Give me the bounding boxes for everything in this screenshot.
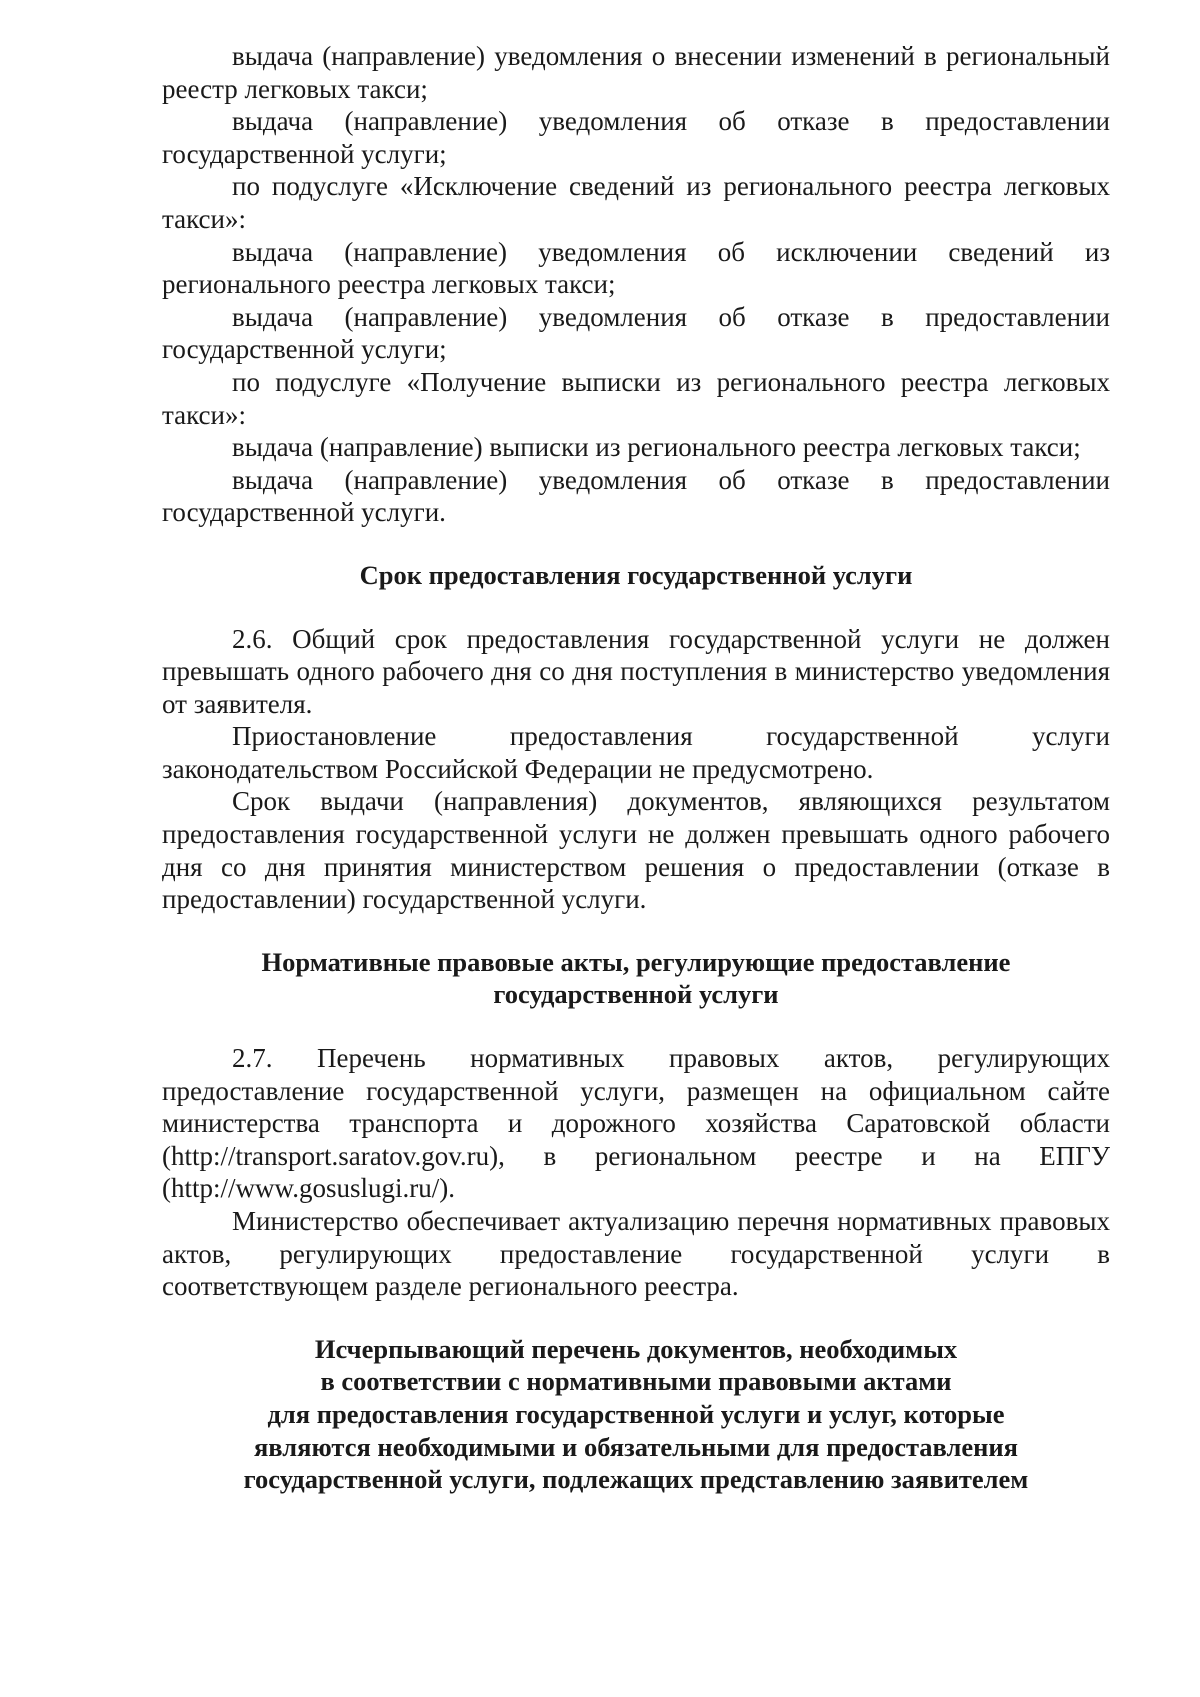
section-heading xyxy=(162,1333,1110,1496)
section-heading-line: государственной услуги, подлежащих представлению заявителем xyxy=(243,1464,1029,1495)
section-heading-line: являются необходимыми и обязательными для предоставления xyxy=(253,1431,1019,1462)
document-body xyxy=(162,40,1110,1496)
paragraph: Приостановление предоставления государственной услуги законодательством Российской Федерации не предусмотрено. xyxy=(162,721,1110,784)
paragraph: Министерство обеспечивает актуализацию перечня нормативных правовых актов, регулирующих предоставление государственной услуги в соответствующем разделе регионального реестра. xyxy=(162,1206,1110,1302)
paragraph: выдача (направление) уведомления об отказе в предоставлении государственной услуги; xyxy=(162,301,1110,365)
section-heading-line: Нормативные правовые акты, регулирующие предоставление xyxy=(261,946,1011,977)
paragraph: Срок выдачи (направления) документов, являющихся результатом предоставления государственной услуги не должен превышать одного рабочего дня со дня принятия министерством решения о предоставлении (отказе в предоставлении) государственной услуги. xyxy=(162,786,1110,915)
section-heading: Срок предоставления государственной услуги xyxy=(359,559,913,590)
section-heading-line: Исчерпывающий перечень документов, необходимых xyxy=(314,1333,958,1364)
paragraph: 2.7. Перечень нормативных правовых актов, регулирующих предоставление государственной услуги, размещен на официальном сайте министерства транспорта и дорожного хозяйства Саратовской области (http://transport.saratov.gov.ru), в региональном реестре и на ЕПГУ (http://www.gosuslugi.ru/). xyxy=(162,1043,1110,1204)
paragraph: выдача (направление) уведомления о внесении изменений в региональный реестр легковых такси; xyxy=(162,41,1110,104)
section-heading xyxy=(162,946,1110,1011)
section-heading-line: государственной услуги xyxy=(493,979,779,1010)
paragraph: выдача (направление) уведомления об отказе в предоставлении государственной услуги. xyxy=(162,464,1110,528)
paragraph: по подуслуге «Исключение сведений из регионального реестра легковых такси»: xyxy=(162,171,1110,234)
paragraph: 2.6. Общий срок предоставления государственной услуги не должен превышать одного рабочего дня со дня поступления в министерство уведомления от заявителя. xyxy=(162,623,1110,719)
paragraph: по подуслуге «Получение выписки из регионального реестра легковых такси»: xyxy=(162,366,1110,430)
section-heading-line: для предоставления государственной услуги и услуг, которые xyxy=(267,1398,1005,1429)
paragraph: выдача (направление) уведомления об исключении сведений из регионального реестра легковых такси; xyxy=(162,236,1110,300)
section-heading-line: в соответствии с нормативными правовыми актами xyxy=(320,1366,952,1397)
paragraph: выдача (направление) уведомления об отказе в предоставлении государственной услуги; xyxy=(162,106,1110,169)
paragraph: выдача (направление) выписки из регионального реестра легковых такси; xyxy=(232,432,1081,463)
